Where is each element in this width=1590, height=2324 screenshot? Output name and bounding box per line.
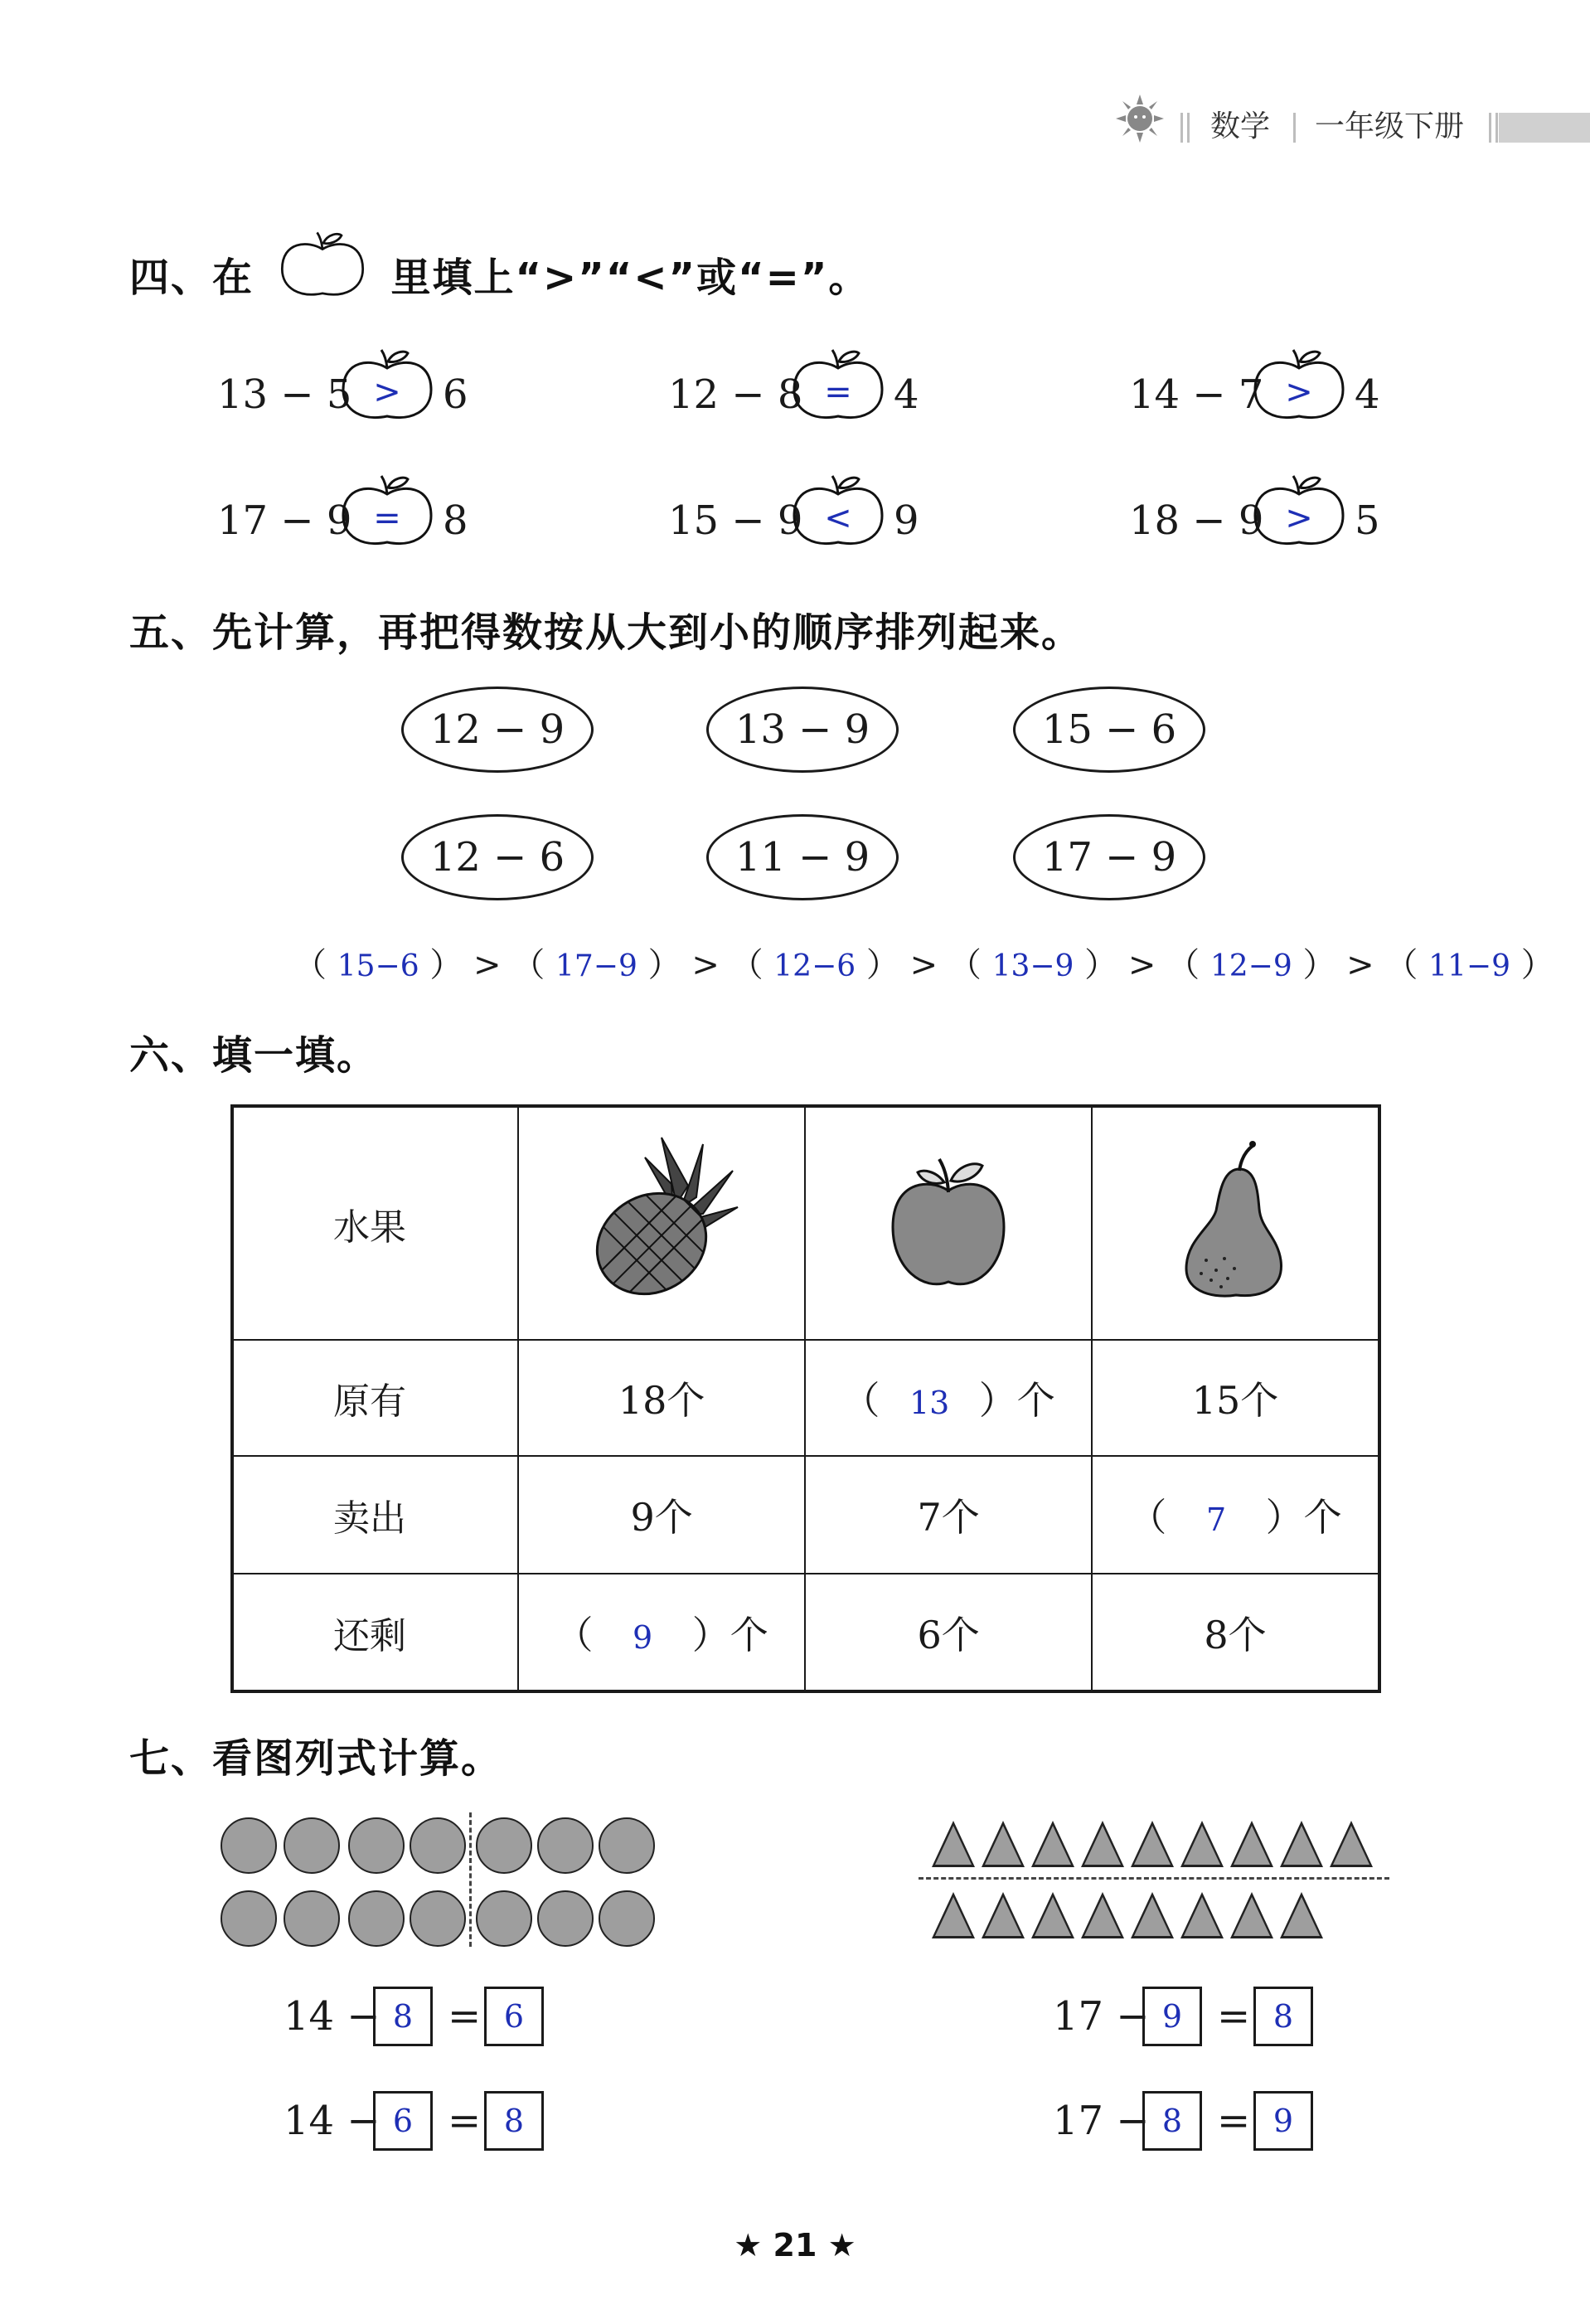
apple-icon <box>789 343 887 425</box>
triangle-shape <box>1180 1892 1224 1938</box>
title-apple-icon <box>273 226 372 301</box>
compare-answer: > <box>1285 499 1313 537</box>
triangle-shape <box>1230 1821 1273 1867</box>
circle-shape <box>284 1890 340 1947</box>
circle-shape <box>410 1817 466 1874</box>
compare-left: 15 − 9 <box>668 497 803 544</box>
circle-shape <box>476 1890 532 1947</box>
unit-label: 个 <box>1303 1495 1342 1540</box>
triangle-shape <box>982 1821 1025 1867</box>
triangle-shape <box>932 1892 975 1938</box>
compare-answer: > <box>1285 373 1313 411</box>
circle-shape <box>284 1817 340 1874</box>
order-answer: 11−9 <box>1428 949 1511 983</box>
circle-shape <box>410 1890 466 1947</box>
triangle-shape <box>1280 1821 1323 1867</box>
answer-value: 7 <box>1205 1502 1227 1538</box>
cell-original-apple: （ 13 ）个 <box>805 1340 1092 1456</box>
apple-cell <box>805 1106 1092 1340</box>
apple-icon <box>338 343 436 425</box>
equation-minuend: 17 − <box>1053 2098 1150 2144</box>
apple-icon <box>886 1144 1011 1293</box>
cell-original-pineapple: 18个 <box>518 1340 805 1456</box>
answer-box: 8 <box>1253 1987 1313 2046</box>
section7-title: 七、看图列式计算。 <box>129 1735 503 1782</box>
compare-answer: < <box>824 499 852 537</box>
header-grade: 一年级下册 <box>1315 109 1465 143</box>
order-answer: 13−9 <box>991 949 1074 983</box>
equation-minuend: 14 − <box>284 1993 381 2040</box>
answer-box: 8 <box>484 2091 544 2151</box>
answer-value: 9 <box>632 1618 653 1656</box>
compare-answer: = <box>373 499 401 537</box>
section4-title <box>129 245 870 303</box>
table-row <box>232 1456 1379 1574</box>
compare-left: 18 − 9 <box>1129 497 1264 544</box>
compare-right: 4 <box>1355 371 1380 418</box>
circle-divider <box>469 1812 472 1947</box>
header-divider <box>1495 113 1498 143</box>
header-divider <box>1187 113 1190 143</box>
sun-icon <box>1114 93 1166 144</box>
compare-right: 4 <box>894 371 919 418</box>
pear-icon <box>1173 1136 1297 1302</box>
compare-right: 5 <box>1355 497 1380 544</box>
header-subject: 数学 <box>1210 109 1271 143</box>
compare-answer: = <box>824 373 852 411</box>
equals-sign: = <box>448 1993 482 2040</box>
triangle-shape <box>1280 1892 1323 1938</box>
table-row <box>232 1106 1379 1340</box>
cell-left-pineapple: （ 9 ）个 <box>518 1574 805 1691</box>
header-divider <box>1293 113 1296 143</box>
circle-shape <box>599 1890 655 1947</box>
order-answer: 15−6 <box>337 949 419 983</box>
equals-sign: = <box>1217 2098 1251 2144</box>
expression-oval: 13 − 9 <box>706 687 899 773</box>
triangle-shape <box>1131 1821 1174 1867</box>
circle-shape <box>221 1890 277 1947</box>
triangle-shape <box>1330 1821 1373 1867</box>
section6-title: 六、填一填。 <box>129 1032 379 1079</box>
compare-right: 8 <box>443 497 468 544</box>
table-row <box>232 1574 1379 1691</box>
cell-left-pear: 8个 <box>1092 1574 1379 1691</box>
answer-box: 8 <box>373 1987 433 2046</box>
triangle-shape <box>1081 1892 1124 1938</box>
triangle-shape <box>1131 1892 1174 1938</box>
answer-box: 6 <box>484 1987 544 2046</box>
equals-sign: = <box>1217 1993 1251 2040</box>
pineapple-cell <box>518 1106 805 1340</box>
unit-label: 个 <box>1016 1378 1055 1423</box>
header-divider <box>1489 113 1491 143</box>
triangle-shape <box>932 1821 975 1867</box>
triangle-shape <box>1230 1892 1273 1938</box>
row-label: 卖出 <box>232 1456 518 1574</box>
unit-label: 个 <box>730 1612 768 1657</box>
cell-left-apple: 6个 <box>805 1574 1092 1691</box>
expression-oval: 17 − 9 <box>1013 814 1205 900</box>
cell-original-pear: 15个 <box>1092 1340 1379 1456</box>
triangle-divider <box>919 1877 1389 1880</box>
expression-oval: 12 − 9 <box>401 687 594 773</box>
page-number: ★ 21 ★ <box>734 2227 856 2263</box>
header-bar <box>1499 113 1590 143</box>
equals-sign: = <box>448 2098 482 2144</box>
compare-left: 14 − 7 <box>1129 371 1264 418</box>
compare-right: 9 <box>894 497 919 544</box>
circle-shape <box>221 1817 277 1874</box>
expression-oval: 11 − 9 <box>706 814 899 900</box>
equation-minuend: 14 − <box>284 2098 381 2144</box>
triangle-shape <box>1031 1892 1074 1938</box>
equation-minuend: 17 − <box>1053 1993 1150 2040</box>
answer-value: 13 <box>909 1385 950 1421</box>
expression-oval: 15 − 6 <box>1013 687 1205 773</box>
pineapple-icon <box>579 1128 744 1310</box>
expression-oval: 12 − 6 <box>401 814 594 900</box>
triangle-shape <box>982 1892 1025 1938</box>
section5-order: （ 15−6 ） > （ 17−9 ） > （ 12−6 ） > （ 13−9 ） > （ 12−9 ） > （ 11−9 ） <box>293 946 1554 984</box>
answer-box: 6 <box>373 2091 433 2151</box>
triangle-shape <box>1081 1821 1124 1867</box>
compare-answer: > <box>373 373 401 411</box>
compare-right: 6 <box>443 371 468 418</box>
row-label: 还剩 <box>232 1574 518 1691</box>
fruit-table <box>230 1104 1381 1693</box>
circle-shape <box>537 1890 594 1947</box>
section5-title: 五、先计算，再把得数按从大到小的顺序排列起来。 <box>129 609 1083 656</box>
apple-icon <box>1250 343 1348 425</box>
answer-box: 9 <box>1253 2091 1313 2151</box>
circle-shape <box>348 1890 405 1947</box>
cell-sold-apple: 7个 <box>805 1456 1092 1574</box>
compare-left: 12 − 8 <box>668 371 803 418</box>
answer-box: 8 <box>1142 2091 1202 2151</box>
order-answer: 12−6 <box>773 949 856 983</box>
circle-shape <box>348 1817 405 1874</box>
cell-sold-pear: （ 7 ）个 <box>1092 1456 1379 1574</box>
section4-title-post: 里填上“>”“<”或“=”。 <box>390 255 870 301</box>
circle-shape <box>537 1817 594 1874</box>
order-answer: 17−9 <box>555 949 637 983</box>
apple-icon <box>338 469 436 551</box>
circle-shape <box>476 1817 532 1874</box>
triangle-shape <box>1180 1821 1224 1867</box>
circle-shape <box>599 1817 655 1874</box>
row-label: 水果 <box>232 1106 518 1340</box>
compare-left: 13 − 5 <box>217 371 352 418</box>
triangle-shape <box>1031 1821 1074 1867</box>
compare-left: 17 − 9 <box>217 497 352 544</box>
header-divider <box>1180 113 1183 143</box>
apple-icon <box>1250 469 1348 551</box>
answer-box: 9 <box>1142 1987 1202 2046</box>
table-row <box>232 1340 1379 1456</box>
cell-sold-pineapple: 9个 <box>518 1456 805 1574</box>
apple-icon <box>789 469 887 551</box>
section4-title-pre: 四、在 <box>129 255 254 301</box>
row-label: 原有 <box>232 1340 518 1456</box>
pear-cell <box>1092 1106 1379 1340</box>
order-answer: 12−9 <box>1209 949 1292 983</box>
